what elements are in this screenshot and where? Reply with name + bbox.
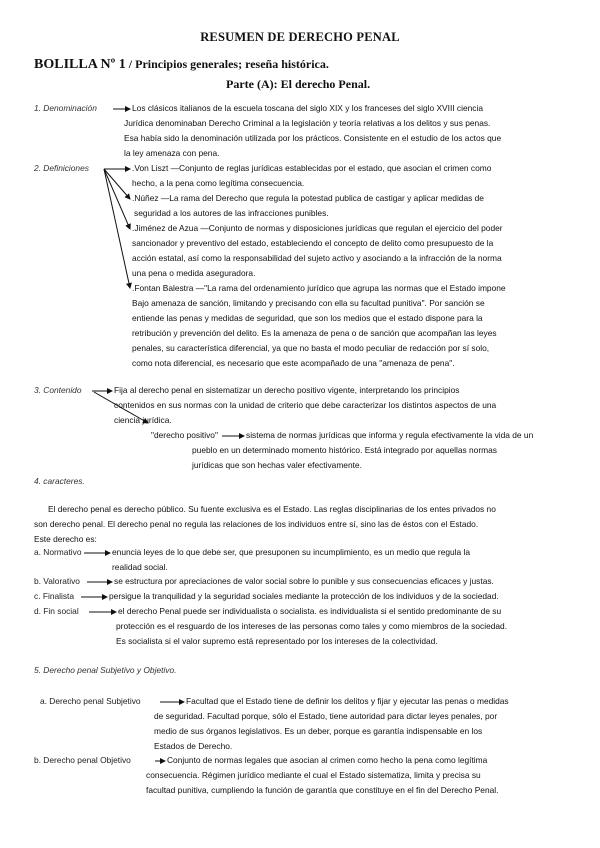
section-label-caracteres: 4. caracteres. [34,476,85,486]
caracter-normativo-line: enuncia leyes de lo que debe ser, que presuponen su incumplimiento, es un medio que regula la [112,547,471,557]
caracter-valorativo-line: se estructura por apreciaciones de valor social sobre lo punible y sus consecuencias eficaces y justas. [114,576,494,586]
denominacion-line: Esa había sido la denominación utilizada por los prácticos. Consistente en el estudio de los actos que [124,133,502,143]
section-label-denominacion: 1. Denominación [34,103,97,113]
caracter-finalista-label: c. Finalista [34,591,75,601]
caracter-finalista-line: persigue la tranquilidad y la seguridad sociales mediante la protección de los individuos y de la sociedad. [109,591,499,601]
derecho-positivo-line: sistema de normas jurídicas que informa y regula efectivamente la vida de un [246,430,534,440]
section-label-definiciones: 2. Definiciones [34,163,89,173]
definition-jimenez-de-azua: sancionador y preventivo del estado, estableciendo el concepto de delito como presupuesto de la [132,238,494,248]
caracteres-intro-line: Este derecho es: [34,534,97,544]
caracter-fin-social-line: protección es el resguardo de los intereses de las personas como tales y como miembros de la sociedad. [116,621,508,631]
contenido-line: Fija al derecho penal en sistematizar un derecho positivo vigente, interpretando los principios [114,385,460,395]
document-title: RESUMEN DE DERECHO PENAL [200,30,400,44]
denominacion-line: Los clásicos italianos de la escuela toscana del siglo XIX y los franceses del siglo XVIII ciencia [132,103,484,113]
caracteres-intro-line: El derecho penal es derecho público. Su fuente exclusiva es el Estado. Las reglas disciplinarias de los entes privados no [48,504,496,514]
definition-fontan-balestra: retribución y prevención del delito. Es la amenaza de pena o de sanción que acompañan las leyes [132,328,497,338]
objetivo-line: facultad punitiva, cumpliendo la función de garantía que constituye en el fin del Derecho Penal. [146,785,499,795]
definition-jimenez-de-azua: acción estatal, así como la responsabilidad del sujeto activo y asociando a la infracción de la norma [132,253,502,263]
objetivo-line: Conjunto de normas legales que asocian al crimen como hecho la pena como legítima [167,755,488,765]
arrow-def-jimenez [104,169,130,229]
section-label-subjetivo-objetivo: 5. Derecho penal Subjetivo y Objetivo. [34,665,177,675]
derecho-positivo-line: jurídicas que son hechas valer efectivamente. [192,460,362,470]
contenido-line: contenidos en sus normas con la unidad de criterio que debe caracterizar los distintos aspectos de una [114,400,497,410]
definition-fontan-balestra: entiende las penas y medidas de seguridad, que son los medios que el estado dispone para la [132,313,483,323]
bolilla-subtitle: Principios generales; reseña histórica. [135,57,329,71]
definition-von-liszt: hecho, a la pena como legítima consecuencia. [132,178,305,188]
caracter-fin-social-label: d. Fin social [34,606,79,616]
bolilla-heading [34,56,329,73]
definition-fontan-balestra: como nota diferencial, es necesario que este acompañado de una "amenaza de pena". [132,358,455,368]
arrow-def-fontan [104,169,130,288]
objetivo-line: consecuencia. Régimen jurídico mediante el cual el Estado sistematiza, limita y precisa su [146,770,481,780]
caracter-normativo-line: realidad social. [112,562,168,572]
caracter-normativo-label: a. Normativo [34,547,82,557]
definition-jimenez-de-azua: una pena o medida aseguradora. [132,268,256,278]
subjetivo-line: medio de sus órganos legislativos. Es un deber, porque es garantía indispensable en los [154,726,483,736]
caracter-valorativo-label: b. Valorativo [34,576,80,586]
denominacion-line: Jurídica denominaban Derecho Criminal a la legislación y teoría relativas a los delitos y sus penas. [124,118,491,128]
objetivo-label: b. Derecho penal Objetivo [34,755,131,765]
section-label-contenido: 3. Contenido [34,385,82,395]
derecho-positivo-label: "derecho positivo" [151,430,218,440]
caracteres-intro-line: son derecho penal. El derecho penal no regula las relaciones de los individuos entre sí, sino las de éstos con el Estado. [34,519,479,529]
subjetivo-label: a. Derecho penal Subjetivo [40,696,141,706]
caracter-fin-social-line: el derecho Penal puede ser individualista o socialista. es individualista si el sentido predominante de su [118,606,502,616]
denominacion-line: la ley amenaza con pena. [124,148,220,158]
definition-fontan-balestra: penales, su característica diferencial, ya que no basta el modo peculiar de redacción por sí solo, [132,343,490,353]
definition-nunez: .Núñez —La rama del Derecho que regula la potestad publica de castigar y aplicar medidas de [132,193,484,203]
caracter-fin-social-line: Es socialista si el valor supremo está representado por los intereses de la colectividad. [116,636,438,646]
bolilla-number: BOLILLA Nº 1 [34,57,126,72]
contenido-line: ciencia jurídica. [114,415,172,425]
definition-von-liszt: .Von Liszt —Conjunto de reglas jurídicas establecidas por el estado, que asocian el crimen como [132,163,492,173]
subjetivo-line: Estados de Derecho. [154,741,233,751]
definition-nunez: seguridad a los autores de las infracciones punibles. [134,208,329,218]
part-heading: Parte (A): El derecho Penal. [226,77,371,91]
subjetivo-line: Facultad que el Estado tiene de definir los delitos y fijar y ejecutar las penas o medidas [186,696,509,706]
bolilla-separator: / [125,57,136,71]
subjetivo-line: de seguridad. Facultad porque, sólo el Estado, tiene autoridad para dictar leyes penales, por [154,711,498,721]
arrow-def-nunez [104,169,130,199]
definition-fontan-balestra: Bajo amenaza de sanción, limitando y precisando con ella su facultad punitiva". Por sanción se [132,298,485,308]
definition-jimenez-de-azua: .Jiménez de Azua —Conjunto de normas y disposiciones jurídicas que regulan el ejercicio del poder [132,223,503,233]
definition-fontan-balestra: .Fontan Balestra —"La rama del ordenamiento jurídico que agrupa las normas que el Estado impone [132,283,506,293]
derecho-positivo-line: pueblo en un determinado momento histórico. Está integrado por aquellas normas [192,445,497,455]
